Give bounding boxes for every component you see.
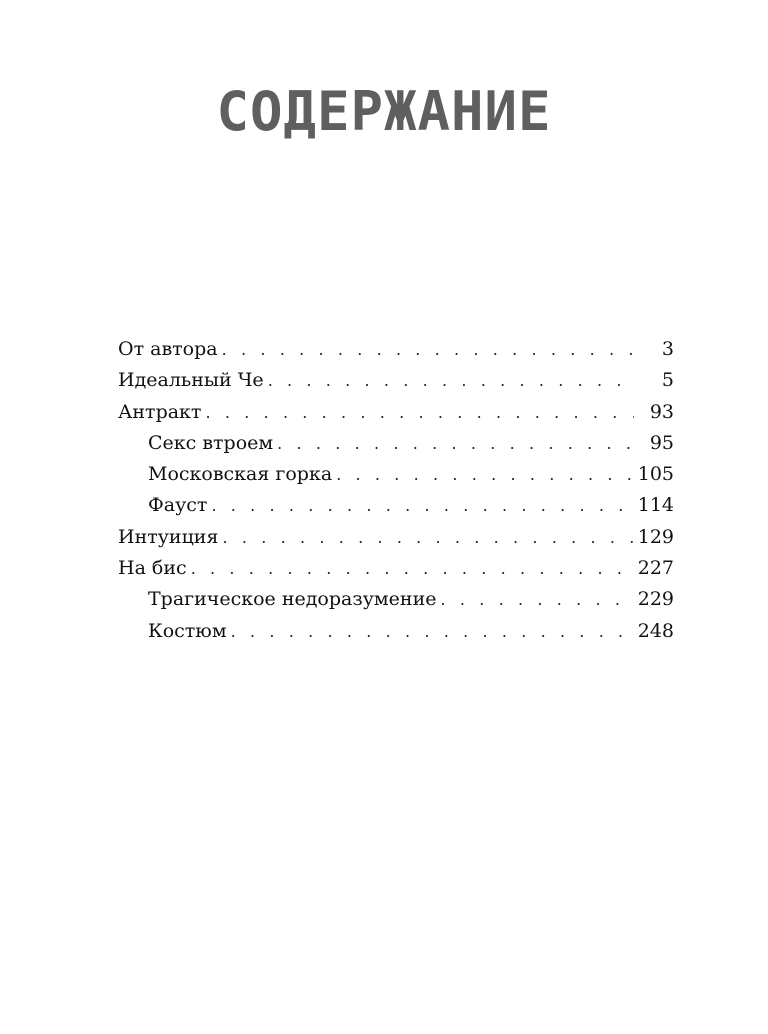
toc-entry-page: 129 xyxy=(637,525,674,548)
toc-entry-antrakt xyxy=(118,401,674,432)
dot-leader xyxy=(207,496,634,515)
toc-entry-label: Антракт xyxy=(118,400,202,423)
toc-entry-idealny-che xyxy=(118,369,674,400)
toc-entry-moskovskaya-gorka xyxy=(118,463,674,494)
toc-entry-tragicheskoe-nedorazumenie xyxy=(118,588,674,619)
toc-entry-label: Интуиция xyxy=(118,525,219,548)
dot-leader xyxy=(218,528,634,547)
toc-entry-page: 114 xyxy=(637,494,674,517)
toc-entry-label: Секс втроем xyxy=(148,431,274,454)
toc-entry-page: 248 xyxy=(637,619,674,642)
toc-entry-page: 227 xyxy=(637,557,674,580)
toc-entry-faust xyxy=(118,494,674,525)
dot-leader xyxy=(264,371,634,390)
toc-entry-page: 229 xyxy=(637,588,674,611)
toc-entry-page: 3 xyxy=(661,338,674,360)
dot-leader xyxy=(187,559,634,578)
toc-entry-label: Идеальный Че xyxy=(118,369,264,392)
toc-entry-page: 95 xyxy=(649,431,674,454)
toc-entry-label: Костюм xyxy=(148,619,227,642)
toc-entry-seks-vtroem xyxy=(118,432,674,463)
dot-leader xyxy=(227,622,634,641)
toc-entry-na-bis xyxy=(118,557,674,588)
toc-entry-label: Московская горка xyxy=(148,463,333,486)
toc-entry-kostyum xyxy=(118,620,674,651)
toc-entry-page: 93 xyxy=(649,400,674,423)
dot-leader xyxy=(332,465,634,484)
dot-leader xyxy=(273,434,634,453)
toc-entry-label: От автора xyxy=(118,338,218,360)
dot-leader xyxy=(201,403,634,422)
table-of-contents xyxy=(118,338,674,651)
toc-entry-intuiciya xyxy=(118,526,674,557)
toc-entry-label: На бис xyxy=(118,557,187,580)
dot-leader xyxy=(437,590,635,609)
toc-entry-label: Трагическое недоразумение xyxy=(148,588,437,611)
page-title: СОДЕРЖАНИЕ xyxy=(216,80,552,143)
dot-leader xyxy=(218,340,634,359)
toc-entry-page: 105 xyxy=(637,463,674,486)
toc-entry-label: Фауст xyxy=(148,494,208,517)
toc-entry-page: 5 xyxy=(661,369,674,392)
toc-entry-ot-avtora xyxy=(118,338,674,369)
